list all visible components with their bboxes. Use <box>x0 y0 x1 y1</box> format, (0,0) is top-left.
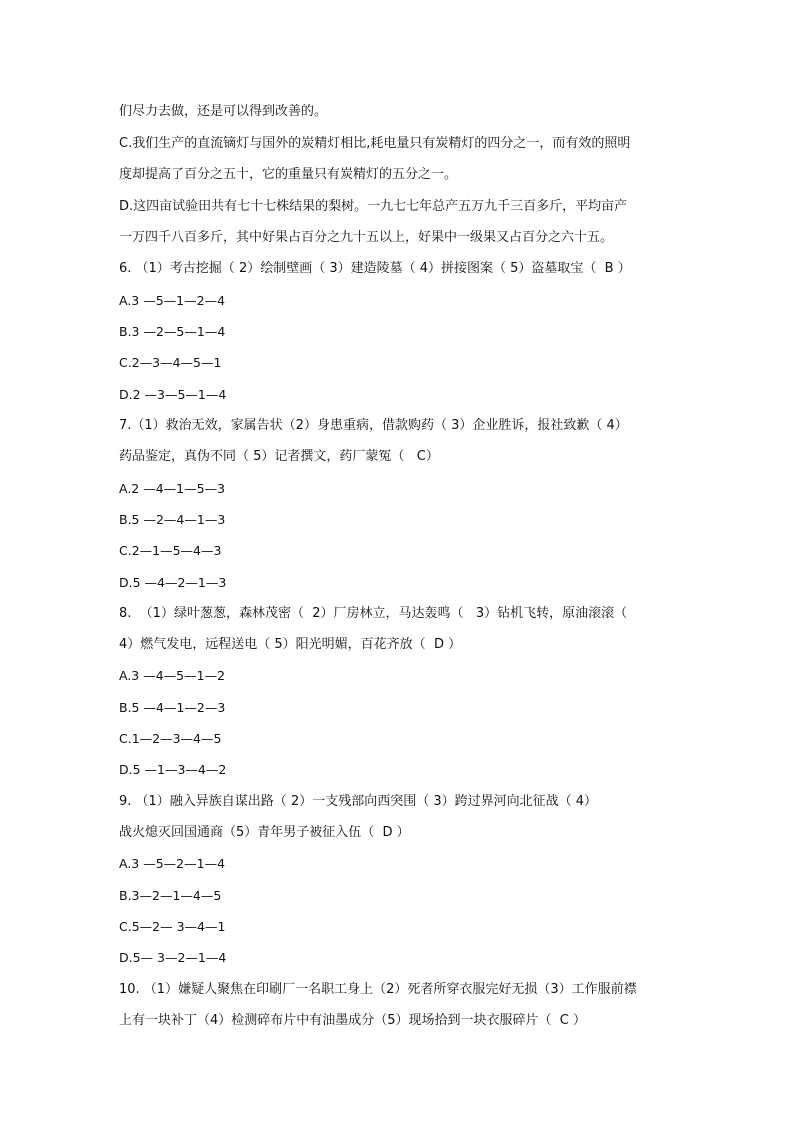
option-a: A.3 —5—2—1—4 <box>119 856 226 871</box>
text-line: 上有一块补丁（4）检测碎布片中有油墨成分（5）现场拾到一块衣服碎片（ C ） <box>119 1013 587 1028</box>
option-d: D.5— 3—2—1—4 <box>119 950 227 965</box>
option-c: C.2—1—5—4—3 <box>119 543 222 558</box>
option-b: B.5 —2—4—1—3 <box>119 512 226 527</box>
text-line: C.我们生产的直流镝灯与国外的炭精灯相比,耗电量只有炭精灯的四分之一，而有效的照明 <box>119 136 631 151</box>
text-line: 4）燃气发电，远程送电（ 5）阳光明媚，百花齐放（ D ） <box>119 637 462 652</box>
text-line: 度却提高了百分之五十，它的重量只有炭精灯的五分之一。 <box>119 167 458 182</box>
option-c: C.2—3—4—5—1 <box>119 355 222 370</box>
question-8: 8. （1）绿叶葱葱，森林茂密（ 2）厂房林立，马达轰鸣（ 3）钻机飞转，原油滚滚（ <box>119 606 628 621</box>
text-line: D.这四亩试验田共有七十七株结果的梨树。一九七七年总产五万九千三百多斤，平均亩产 <box>119 199 628 214</box>
option-b: B.3 —2—5—1—4 <box>119 324 226 339</box>
question-7: 7.（1）救治无效，家属告状（2）身患重病，借款购药（ 3）企业胜诉，报社致歉（ 4） <box>119 418 628 433</box>
option-c: C.1—2—3—4—5 <box>119 731 222 746</box>
text-line: 们尽力去做，还是可以得到改善的。 <box>119 104 328 119</box>
text-line: 一万四千八百多斤，其中好果占百分之九十五以上，好果中一级果又占百分之六十五。 <box>119 230 614 245</box>
text-line: 药品鉴定，真伪不同（ 5）记者撰文，药厂蒙冤（ C） <box>119 449 439 464</box>
question-6: 6. （1）考古挖掘（ 2）绘制壁画（ 3）建造陵墓（ 4）拼接图案（ 5）盗墓取宝（ B ） <box>119 261 631 276</box>
option-a: A.3 —5—1—2—4 <box>119 293 226 308</box>
option-b: B.5 —4—1—2—3 <box>119 700 226 715</box>
question-10: 10. （1）嫌疑人聚焦在印刷厂一名职工身上（2）死者所穿衣服完好无损（3）工作服前襟 <box>119 982 637 997</box>
option-c: C.5—2— 3—4—1 <box>119 919 226 934</box>
option-d: D.2 —3—5—1—4 <box>119 387 227 402</box>
option-a: A.2 —4—1—5—3 <box>119 481 226 496</box>
option-d: D.5 —4—2—1—3 <box>119 575 227 590</box>
question-9: 9. （1）融入异族自谋出路（ 2）一支残部向西突围（ 3）跨过界河向北征战（ 4） <box>119 794 598 809</box>
option-a: A.3 —4—5—1—2 <box>119 668 226 683</box>
option-d: D.5 —1—3—4—2 <box>119 762 227 777</box>
text-line: 战火熄灭回国通商（5）青年男子被征入伍（ D ） <box>119 825 410 840</box>
option-b: B.3—2—1—4—5 <box>119 888 222 903</box>
